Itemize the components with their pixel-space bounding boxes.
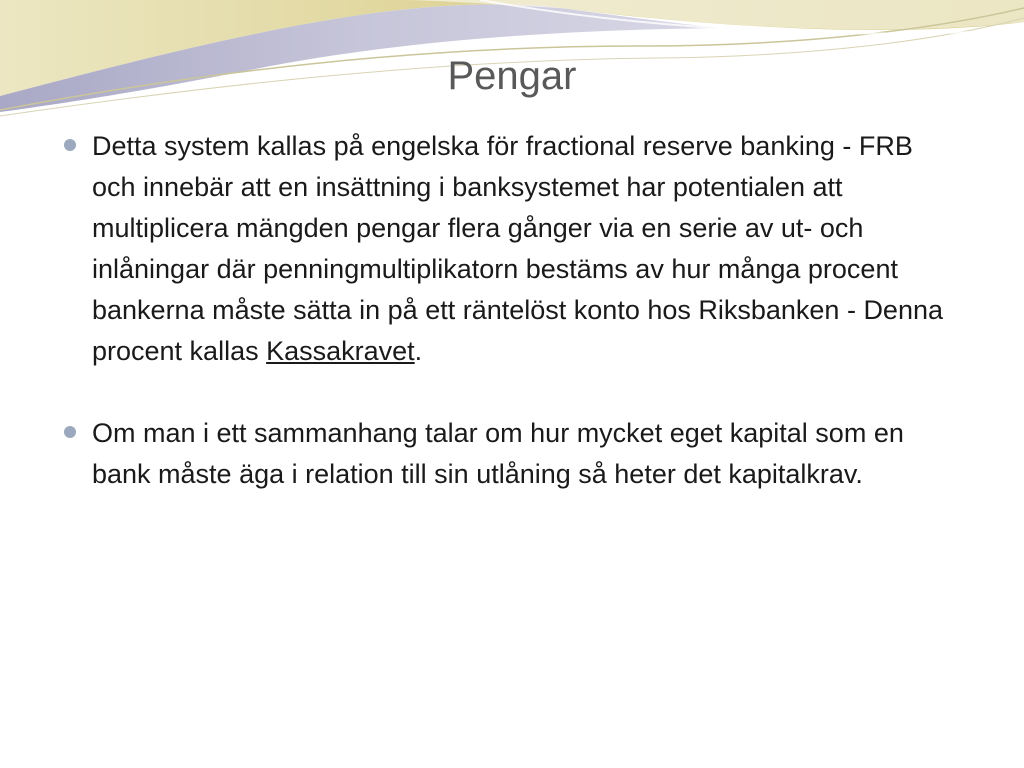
bullet-item-2 (62, 413, 962, 495)
bullet-text-1-end: . (414, 336, 423, 366)
bullet-dot-icon (64, 426, 76, 438)
bullet-item-1 (62, 126, 962, 372)
bullet-dot-icon (64, 139, 76, 151)
kassakravet-link[interactable]: Kassakravet (266, 336, 415, 366)
bullet-text-1: Detta system kallas på engelska för fractional reserve banking - FRB och innebär att en insättning i banksystemet har potentialen att multiplicera mängden pengar flera gånger via en serie av ut- och inlåningar där penningmultiplikatorn bestäms av hur många procent bankerna måste sätta in på ett räntelöst konto hos Riksbanken - Denna procent kallas (92, 131, 944, 366)
bullet-text-2: Om man i ett sammanhang talar om hur mycket eget kapital som en bank måste äga i relation till sin utlåning så heter det kapitalkrav. (92, 418, 904, 489)
slide-content (62, 126, 962, 495)
slide-title: Pengar (447, 54, 577, 98)
